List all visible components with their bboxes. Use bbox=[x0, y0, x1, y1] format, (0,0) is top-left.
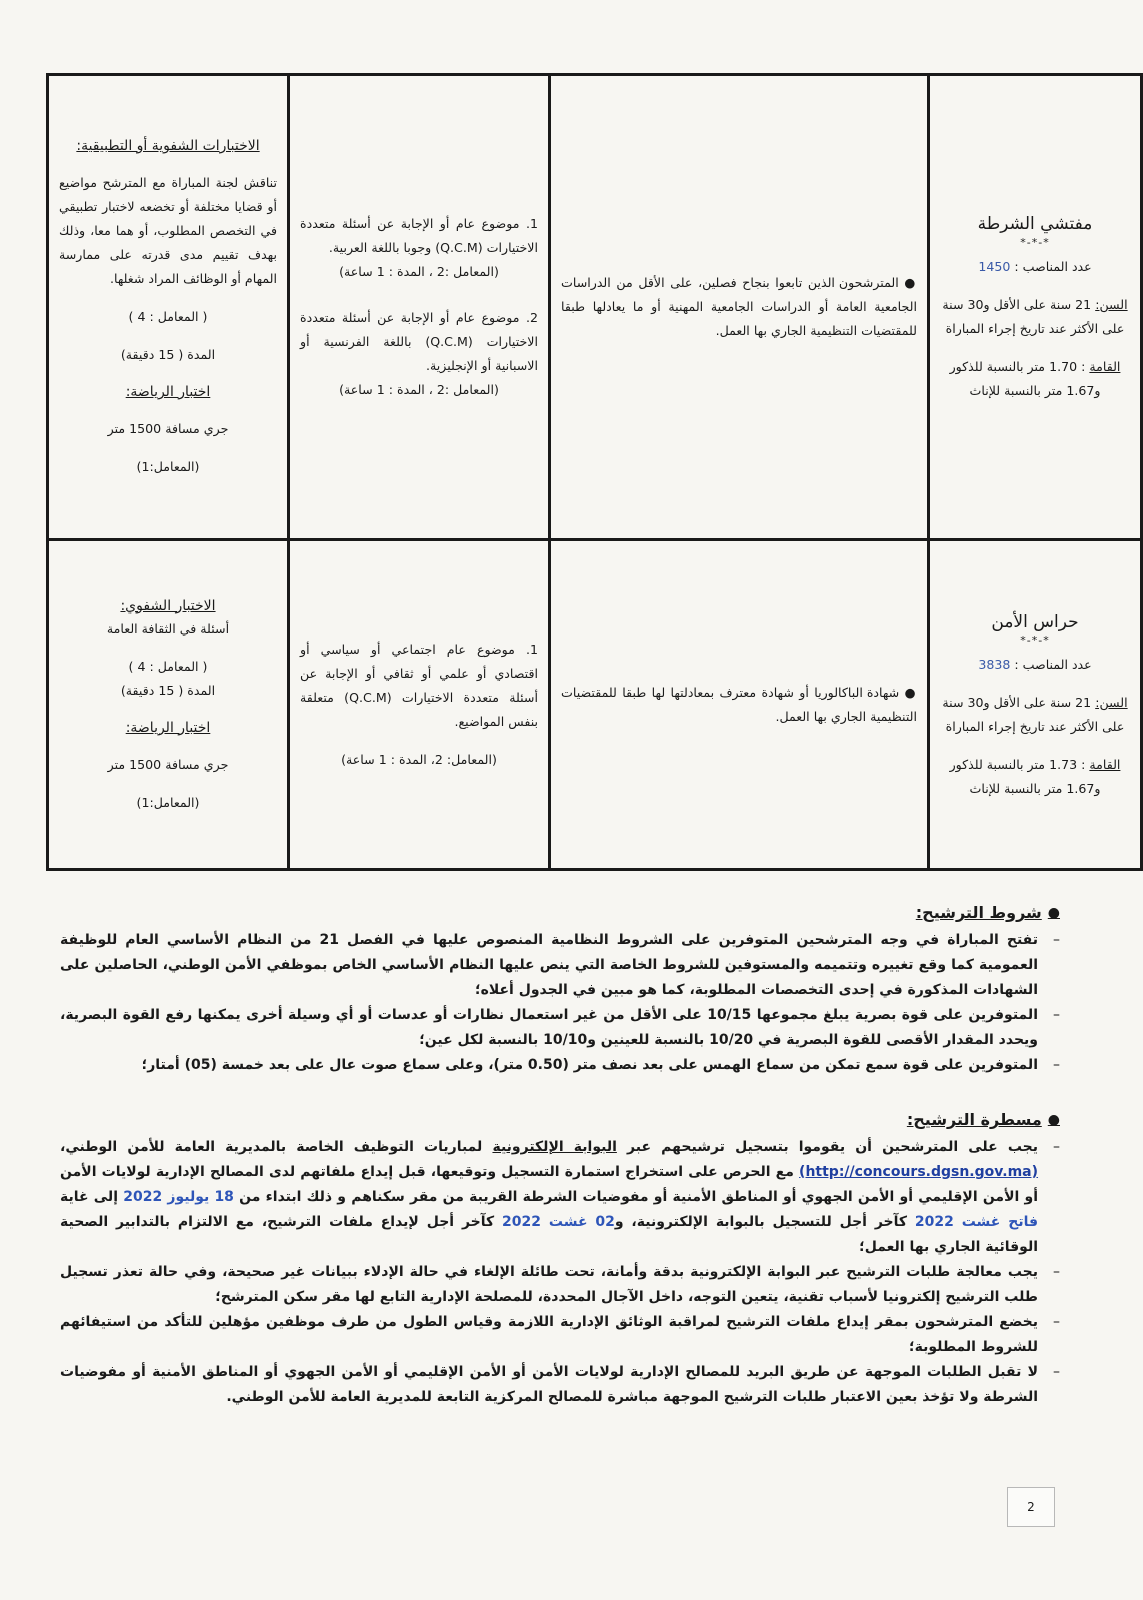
oral-text: تناقش لجنة المباراة مع المترشح مواضيع أو قضايا مختلفة أو تخضعه لاختبار تطبيقي في التخصص المطلوب، أو هما معا، وذلك بهدف تقييم مدى قدرته على ممارسة المهام أو الوظائف المراد شغلها. bbox=[59, 175, 277, 286]
post-cell bbox=[929, 75, 1142, 540]
post-cell bbox=[929, 540, 1142, 870]
oral-exams-cell bbox=[48, 75, 289, 540]
sport-heading: اختبار الرياضة: bbox=[125, 384, 211, 400]
section-heading: ● مسطرة الترشيح: bbox=[906, 1110, 1060, 1129]
oral-duration: المدة ( 15 دقيقة) bbox=[120, 682, 216, 698]
written-exams-cell bbox=[289, 540, 550, 870]
oral-coef: ( المعامل : 4 ) bbox=[128, 309, 208, 324]
condition-text: ● شهادة الباكالوريا أو شهادة معترف بمعادلتها لها طبقا للمقتضيات التنظيمية الجاري بها العمل. bbox=[561, 684, 918, 724]
table-row bbox=[48, 75, 1142, 540]
stars-divider: *-*-* bbox=[1020, 236, 1050, 249]
posts-count: عدد المناصب : 3838 bbox=[978, 656, 1092, 672]
stars-divider: *-*-* bbox=[1020, 633, 1050, 647]
positions-table bbox=[46, 73, 1143, 871]
posts-count: عدد المناصب : 1450 bbox=[978, 259, 1092, 274]
oral-duration: المدة ( 15 دقيقة) bbox=[120, 347, 216, 362]
condition-text: ● المترشحون الذين تابعوا بنجاح فصلين، على الأقل من الدراسات الجامعية العامة أو الدراسات الجامعية المهنية أو ما يعادلها طبقا للمقتضيات التنظيمية الجاري بها العمل. bbox=[561, 275, 917, 338]
list-item: – لا تقبل الطلبات الموجهة عن طريق البريد للمصالح الإدارية لولايات الأمن أو الأمن الإقليمي أو الأمن الجهوي أو المناطق الأمنية أو مفوضيات الشرطة ولا تؤخذ بعين الاعتبار طلبات الترشيح الموجهة مباشرة للمصالح المركزية التابعة للمديرية العامة للأمن الوطني. bbox=[60, 1364, 1060, 1405]
sport-coef: (المعامل:1) bbox=[136, 794, 200, 810]
table-row bbox=[48, 540, 1142, 870]
post-title: مفتشي الشرطة bbox=[977, 214, 1093, 234]
list-item: – المتوفرين على قوة سمع تمكن من سماع الهمس على بعد نصف متر (0.50 متر)، وعلى سماع صوت عال على بعد خمسة (05) أمتار؛ bbox=[141, 1057, 1060, 1073]
conditions-cell bbox=[550, 540, 929, 870]
written-exam-item: 1. موضوع عام اجتماعي أو سياسي أو اقتصادي أو علمي أو ثقافي أو الإجابة عن أسئلة متعددة الاختيارات (Q.C.M) متعلقة بنفس المواضيع. (المعامل: 2، المدة : 1 ساعة) bbox=[300, 641, 538, 767]
list-item: – يخضع المترشحون بمقر إيداع ملفات الترشيح لمراقبة الوثائق الإدارية اللازمة وقياس الطول من طرف موظفين مؤهلين للتأكد من استيفائهم للشروط المطلوبة؛ bbox=[60, 1314, 1060, 1355]
sport-text: جري مسافة 1500 متر bbox=[107, 421, 229, 436]
age-requirement: السن: 21 سنة على الأقل و30 سنة على الأكثر عند تاريخ إجراء المباراة bbox=[942, 297, 1128, 336]
oral-heading: الاختبارات الشفوية أو التطبيقية: bbox=[76, 138, 260, 154]
oral-exams-cell bbox=[48, 540, 289, 870]
list-item: – يجب معالجة طلبات الترشيح عبر البوابة الإلكترونية بدقة وأمانة، تحت طائلة الإلغاء في حالة الإدلاء ببيانات غير صحيحة، وفي حالة تعذر تسجيل طلب الترشيح إلكترونيا لأسباب تقنية، يتعين التوجه، داخل الآجال المحددة، للمصلحة الإدارية التابع لها مقر سكن المترشح؛ bbox=[60, 1264, 1060, 1305]
portal-text: البوابة الإلكترونية bbox=[492, 1139, 617, 1155]
list-item: – يجب على المترشحين أن يقوموا بتسجيل ترشيحهم عبر البوابة الإلكترونية لمباريات التوظيف الخاصة بالمديرية العامة للأمن الوطني، (http://concours.dgsn.gov.ma) مع الحرص على استخراج استمارة التسجيل وتوقيعها، قبل إيداع ملفاتهم لدى المصالح الإدارية لولايات الأمن أو الأمن الإقليمي أو الأمن الجهوي أو المناطق الأمنية أو مفوضيات الشرطة القريبة من مقر سكناهم و ذلك ابتداء من 18 يوليوز 2022 إلى غاية فاتح غشت 2022 كآخر أجل للتسجيل بالبوابة الإلكترونية، و02 غشت 2022 كآخر أجل لإيداع ملفات الترشيح، مع الالتزام بالتدابير الصحية الوقائية الجاري بها العمل؛ bbox=[60, 1139, 1060, 1255]
written-exams-cell bbox=[289, 75, 550, 540]
list-item: – تفتح المباراة في وجه المترشحين المتوفرين على الشروط النظامية المنصوص عليها في الفصل 21 من النظام الأساسي العام للوظيفة العمومية كما وقع تغييره وتتميمه والمستوفين للشروط الخاصة التي ينص عليها النظام الأساسي الخاص بموظفي الأمن الوطني، الحاصلين على الشهادات المذكورة في إحدى التخصصات المطلوبة، كما هو مبين في الجدول أعلاه؛ bbox=[60, 932, 1060, 998]
section-heading: ● شروط الترشيح: bbox=[915, 903, 1060, 922]
age-requirement: السن: 21 سنة على الأقل و30 سنة على الأكثر عند تاريخ إجراء المباراة bbox=[942, 694, 1128, 734]
oral-coef: ( المعامل : 4 ) bbox=[128, 658, 208, 674]
oral-heading: الاختبار الشفوي: bbox=[120, 597, 216, 614]
height-requirement: القامة : 1.70 متر بالنسبة للذكور و1.67 متر بالنسبة للإناث bbox=[949, 359, 1121, 398]
conditions-section bbox=[60, 903, 1060, 1078]
post-title: حراس الأمن bbox=[991, 611, 1079, 632]
height-requirement: القامة : 1.73 متر بالنسبة للذكور و1.67 متر بالنسبة للإناث bbox=[949, 756, 1121, 796]
page-number: 2 bbox=[1007, 1487, 1055, 1527]
written-exam-item: 2. موضوع عام أو الإجابة عن أسئلة متعددة الاختيارات (Q.C.M) باللغة الفرنسية أو الاسبانية أو الإنجليزية. (المعامل :2 ، المدة : 1 ساعة) bbox=[300, 310, 538, 397]
sport-text: جري مسافة 1500 متر bbox=[107, 756, 229, 772]
portal-link[interactable]: (http://concours.dgsn.gov.ma) bbox=[799, 1164, 1039, 1180]
sport-coef: (المعامل:1) bbox=[136, 459, 200, 474]
procedure-section bbox=[60, 1110, 1060, 1410]
oral-text: أسئلة في الثقافة العامة bbox=[106, 620, 230, 636]
conditions-cell bbox=[550, 75, 929, 540]
list-item: – المتوفرين على قوة بصرية يبلغ مجموعها 10/15 على الأقل من غير استعمال نظارات أو عدسات أو أي وسيلة أخرى يمكنها رفع القوة البصرية، ويحدد المقدار الأقصى للقوة البصرية في 10/20 بالنسبة للعينين و10/10 بالنسبة لكل عين؛ bbox=[60, 1007, 1060, 1048]
written-exam-item: 1. موضوع عام أو الإجابة عن أسئلة متعددة الاختيارات (Q.C.M) وجوبا باللغة العربية. (المعامل :2 ، المدة : 1 ساعة) bbox=[300, 216, 538, 279]
sport-heading: اختبار الرياضة: bbox=[125, 719, 211, 736]
